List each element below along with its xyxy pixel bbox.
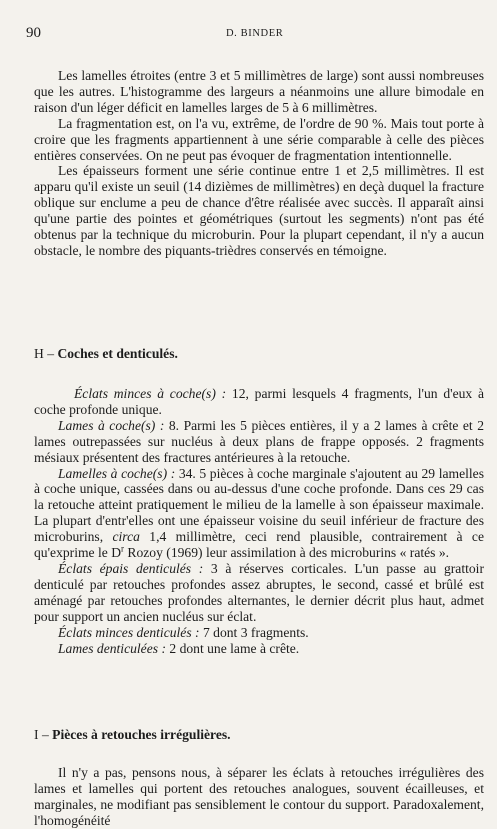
category-text: 8. Parmi les 5 pièces entières, il y a 2 lames à crête et 2 lames outrepassées sur nucléus à deux plans de frappe opposés. 2 fragments mésiaux présentent des fractures antérieures à la retouche. [34,417,485,465]
paragraph [34,466,484,561]
category-text: Rozoy (1969) leur assimilation à des microburins « ratés ». [124,545,450,561]
paragraph [34,561,484,625]
category-italic: circa [112,529,140,545]
section-letter: I [34,727,39,742]
retouches-paragraphs [34,765,484,829]
section-letter: H [34,346,44,361]
section-dash: – [41,727,49,742]
paragraph [34,418,484,466]
paragraph: Les lamelles étroites (entre 3 et 5 millimètres de large) sont aussi nombreuses que les autres. L'histogramme des largeurs a néanmoins une allure bimodale en raison d'un léger déficit en lamelles larges de 5 à 6 millimètres. [34,68,484,115]
category-text: 3 à réserves corticales. L'un passe au grattoir denticulé par retouches profondes assez abruptes, le second, cassé et brûlé est aménagé par retouches profondes alternantes, le dernier décrit plus haut, admet pour support un ancien nucléus sur éclat. [34,560,484,624]
section-heading-i [34,727,231,743]
page-header [26,25,477,45]
paragraph: La fragmentation est, on l'a vu, extrême, de l'ordre de 90 %. Mais tout porte à croire que les fragments appartiennent à une série comparable à celle des pièces entières conservées. On ne peut pas évoquer de fragmentation intentionnelle. [34,115,484,163]
category-text: 2 dont une lame à crête. [165,640,300,656]
category-text: 7 dont 3 fragments. [199,624,309,640]
section-title: Pièces à retouches irrégulières. [52,727,231,742]
page-number: 90 [26,25,41,41]
category-label: Lamelles à coche(s) : [58,465,176,481]
category-label: Éclats épais denticulés : [58,560,204,576]
running-head: D. BINDER [226,28,284,39]
superscript: r [121,543,125,554]
category-text: 12, parmi lesquels 4 fragments, l'un d'eux à coche profonde unique. [34,386,484,417]
category-label: Lames denticulées : [58,640,166,656]
intro-paragraphs [34,68,484,259]
paragraph: Il n'y a pas, pensons nous, à séparer les éclats à retouches irrégulières des lames et lamelles qui portent des retouches analogues, souvent écailleuses, et marginales, ne modifiant pas sensiblement le contour du support. Paradoxalement, l'homogénéité [34,765,484,828]
category-label: Éclats minces denticulés : [58,624,200,640]
section-heading-h [34,346,178,362]
paragraph [34,625,484,641]
paragraph [34,641,484,657]
category-label: Lames à coche(s) : [58,417,165,433]
category-text: 34. 5 pièces à coche marginale s'ajoutent au 29 lamelles à coche unique, cassées dans ou au-dessus d'une coche profonde. Dans ces 29 cas la retouche atteint pratiquement le milieu de la lamelle à son épaisseur maximale. La plupart d'entr'elles ont une épaisseur voisine du seuil inférieur de fracture des microburins, [34,465,484,545]
paragraph [34,386,484,418]
paragraph: Les épaisseurs forment une série continue entre 1 et 2,5 millimètres. Il est apparu qu'il existe un seuil (14 dizièmes de millimètres) en deçà duquel la fracture oblique sur enclume a peu de chance d'être réalisée avec succès. Il apparaît ainsi qu'une partie des pointes et géométriques (surtout les segments) n'ont pas été obtenus par la technique du microburin. Pour la plupart cependant, il n'y a aucun obstacle, le nombre des piquants-trièdres conservés en témoigne. [34,163,484,258]
section-title: Coches et denticulés. [57,346,178,361]
category-label: Éclats minces à coche(s) : [74,386,227,401]
section-dash: – [47,346,55,361]
category-text: 1,4 millimètre, ceci rend plausible, contrairement à ce qu'exprime le D [34,529,484,561]
coches-denticules-paragraphs [34,386,484,656]
